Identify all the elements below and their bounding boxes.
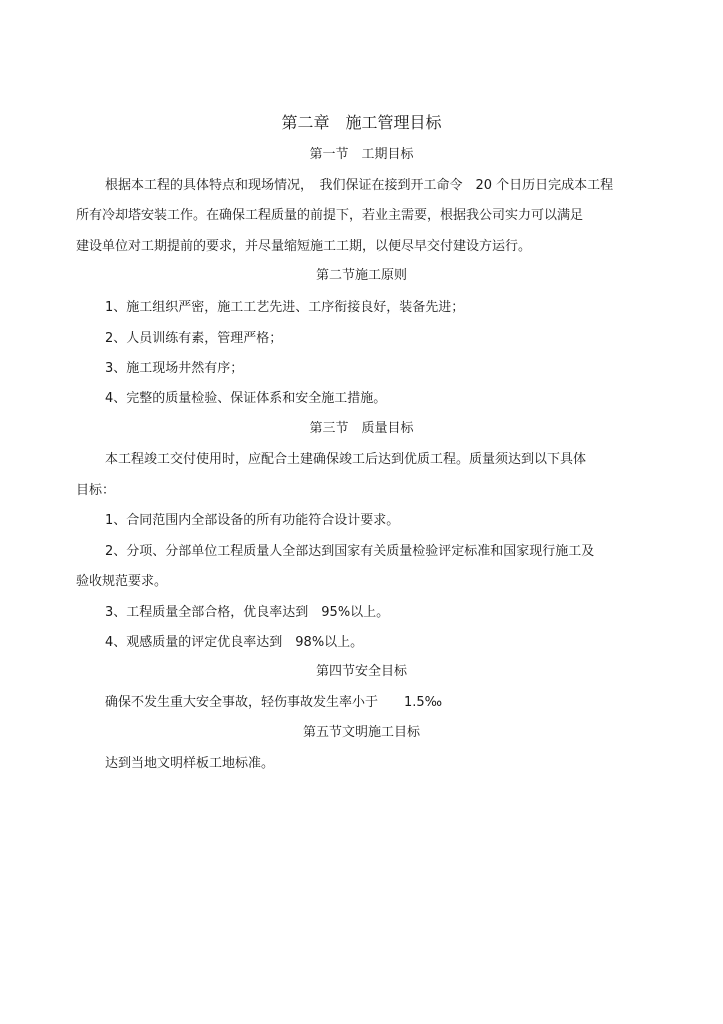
section-2-item-3: 3、施工现场井然有序；: [105, 361, 244, 376]
section-2-item-2: 2、人员训练有素，管理严格；: [105, 331, 283, 346]
section-4-title: 第四节安全目标: [315, 664, 407, 679]
section-1-line-3: 建设单位对工期提前的要求，并尽量缩短施工工期，以便尽早交付建设方运行。: [76, 239, 532, 254]
section-3-intro-2: 目标：: [76, 483, 116, 498]
section-5-title: 第五节文明施工目标: [302, 725, 420, 740]
section-3-item-2-cont: 验收规范要求。: [76, 574, 168, 589]
section-1-line-2: 所有冷却塔安装工作。在确保工程质量的前提下，若业主需要，根据我公司实力可以满足: [76, 208, 584, 223]
section-3-intro-1: 本工程竣工交付使用时，应配合土建确保竣工后达到优质工程。质量须达到以下具体: [105, 452, 587, 467]
section-5-line: 达到当地文明样板工地标准。: [105, 756, 275, 771]
section-2-item-1: 1、施工组织严密，施工工艺先进、工序衔接良好，装备先进；: [105, 300, 465, 315]
section-1-line-1: 根据本工程的具体特点和现场情况， 我们保证在接到开工命令 20 个日历日完成本工程: [105, 178, 614, 193]
section-3-title: 第三节 质量目标: [309, 421, 414, 436]
section-3-item-1: 1、合同范围内全部设备的所有功能符合设计要求。: [105, 513, 400, 528]
section-1-title: 第一节 工期目标: [309, 147, 414, 162]
section-3-item-2: 2、分项、分部单位工程质量人全部达到国家有关质量检验评定标准和国家现行施工及: [105, 544, 595, 559]
chapter-title: 第二章 施工管理目标: [281, 113, 442, 132]
section-2-title: 第二节施工原则: [315, 268, 407, 283]
section-4-line: 确保不发生重大安全事故，轻伤事故发生率小于 1.5‰: [105, 695, 443, 710]
section-3-item-4: 4、观感质量的评定优良率达到 98%以上。: [105, 635, 364, 650]
section-3-item-3: 3、工程质量全部合格，优良率达到 95%以上。: [105, 605, 390, 620]
section-2-item-4: 4、完整的质量检验、保证体系和安全施工措施。: [105, 391, 387, 406]
